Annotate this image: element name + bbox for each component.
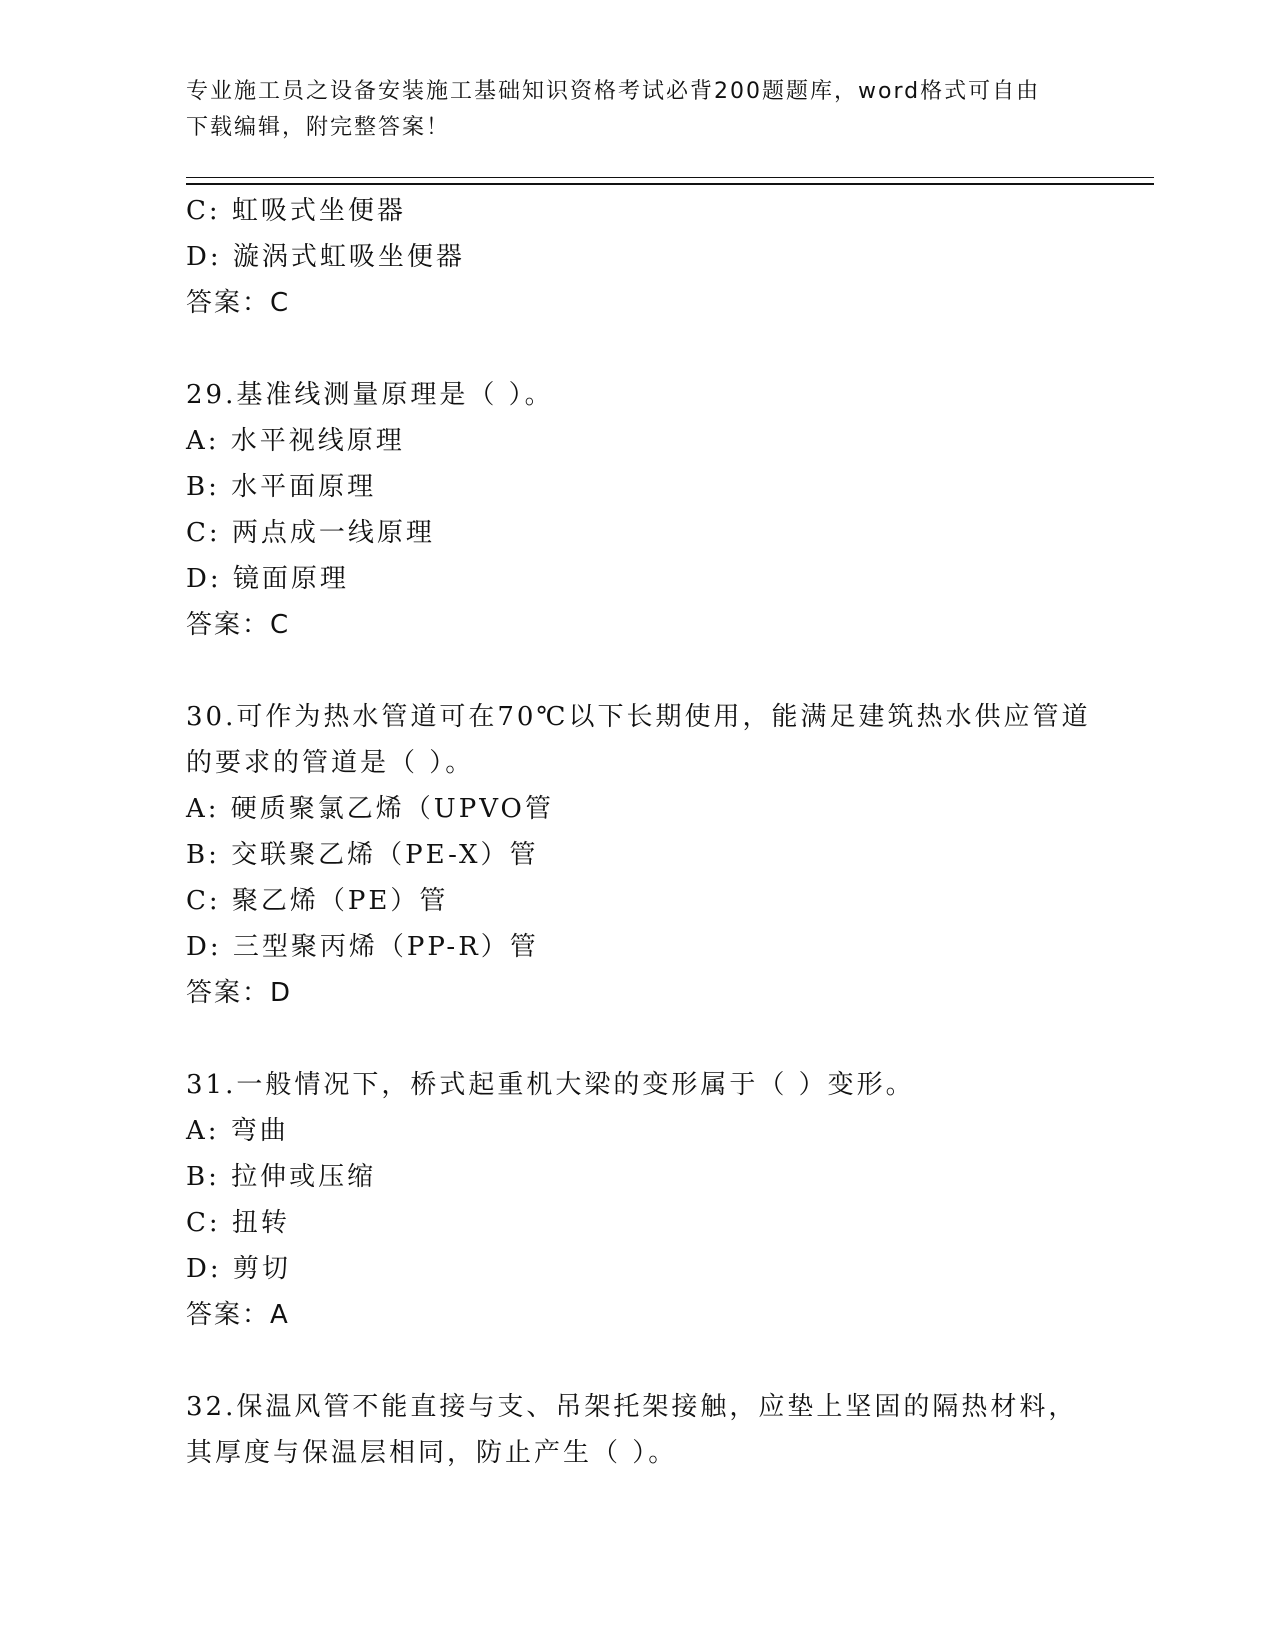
question-stem-continued: 的要求的管道是（ ）。 (186, 748, 475, 778)
option-d: D: 漩涡式虹吸坐便器 (186, 242, 465, 272)
option-c: C: 两点成一线原理 (186, 518, 435, 548)
question-31 (186, 1062, 1086, 1338)
option-b: B: 交联聚乙烯（PE-X）管 (186, 840, 539, 870)
answer-line: 答案：C (186, 288, 291, 318)
option-d: D: 镜面原理 (186, 564, 349, 594)
option-c: C: 虹吸式坐便器 (186, 196, 406, 226)
answer-line: 答案：A (186, 1300, 290, 1330)
question-29 (186, 372, 1086, 648)
question-stem: 31.一般情况下，桥式起重机大梁的变形属于（ ）变形。 (186, 1070, 915, 1100)
prev-question-continuation (186, 188, 1086, 326)
question-32 (186, 1384, 1086, 1476)
spacer (186, 326, 1086, 372)
option-b: B: 水平面原理 (186, 472, 377, 502)
question-30 (186, 694, 1091, 1016)
header-title-line-2: 下载编辑，附完整答案！ (186, 115, 451, 140)
question-content (186, 188, 1091, 1476)
document-header (186, 74, 1066, 146)
question-stem-continued: 其厚度与保温层相同，防止产生（ ）。 (186, 1438, 678, 1468)
option-d: D: 三型聚丙烯（PP-R）管 (186, 932, 539, 962)
option-a: A: 弯曲 (186, 1116, 289, 1146)
option-b: B: 拉伸或压缩 (186, 1162, 377, 1192)
option-d: D: 剪切 (186, 1254, 291, 1284)
question-stem: 32.保温风管不能直接与支、吊架托架接触，应垫上坚固的隔热材料， (186, 1392, 1078, 1422)
header-title-line-1: 专业施工员之设备安装施工基础知识资格考试必背200题题库，word格式可自由 (186, 79, 1041, 104)
option-c: C: 聚乙烯（PE）管 (186, 886, 449, 916)
answer-line: 答案：D (186, 978, 293, 1008)
question-stem: 29.基准线测量原理是（ ）。 (186, 380, 554, 410)
option-a: A: 水平视线原理 (186, 426, 405, 456)
question-stem: 30.可作为热水管道可在70℃以下长期使用，能满足建筑热水供应管道 (186, 702, 1091, 732)
option-a: A: 硬质聚氯乙烯（UPVO管 (186, 794, 554, 824)
answer-line: 答案：C (186, 610, 291, 640)
spacer (186, 648, 1086, 694)
option-c: C: 扭转 (186, 1208, 290, 1238)
spacer (186, 1016, 1086, 1062)
spacer (186, 1338, 1086, 1384)
header-divider (186, 177, 1154, 185)
